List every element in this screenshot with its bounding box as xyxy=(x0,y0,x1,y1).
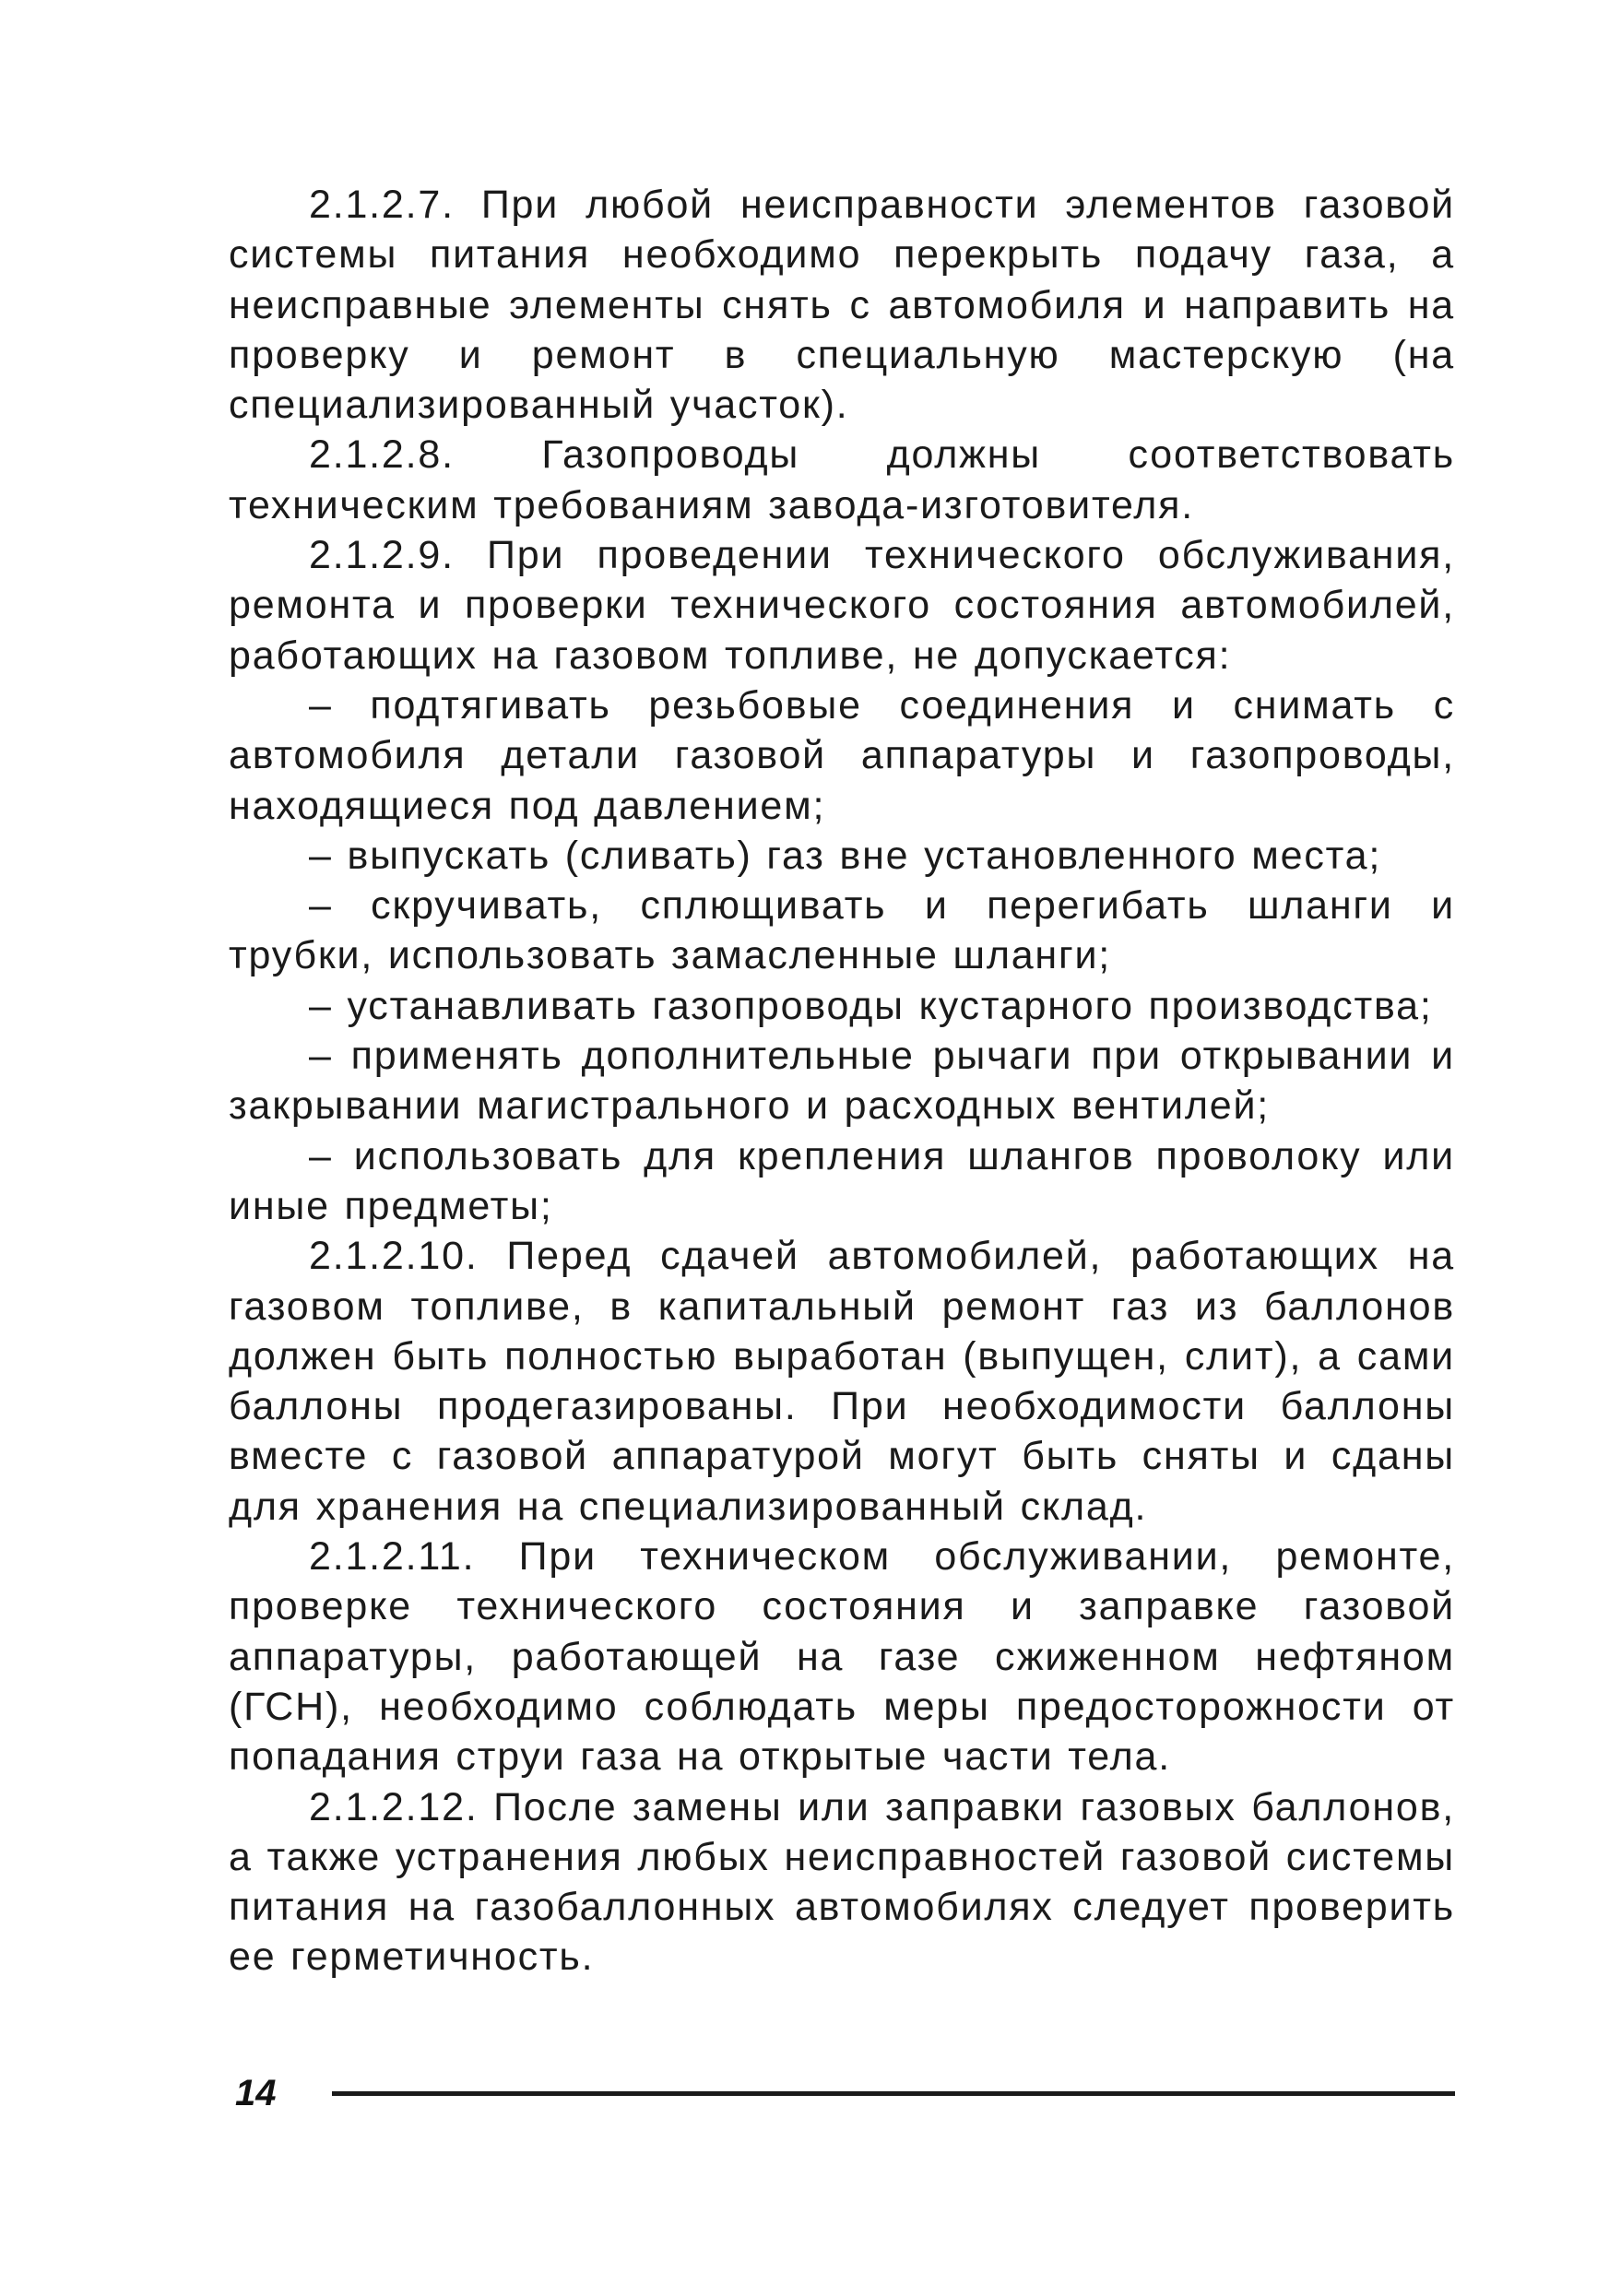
document-body xyxy=(229,180,1455,1982)
clause-2-1-2-8: 2.1.2.8. Газопроводы должны соответствовать техническим требованиям завода-изготовителя. xyxy=(229,432,1455,527)
list-item-prohibition: – устанавливать газопроводы кустарного производства; xyxy=(309,983,1433,1028)
clause-2-1-2-11: 2.1.2.11. При техническом обслуживании, ремонте, проверке технического состояния и заправке газовой аппаратуры, работающей на газе сжиженном нефтяном (ГСН), необходимо соблюдать меры предосторожности от попадания струи газа на открытые части тела. xyxy=(229,1534,1455,1780)
clause-2-1-2-7: 2.1.2.7. При любой неисправности элементов газовой системы питания необходимо перекрыть подачу газа, а неисправные элементы снять с автомобиля и направить на проверку и ремонт в специальную мастерскую (на специализированный участок). xyxy=(229,183,1455,428)
page-footer xyxy=(235,2070,1455,2125)
page-number: 14 xyxy=(235,2073,277,2113)
footer-rule xyxy=(332,2091,1455,2096)
list-item-prohibition: – скручивать, сплющивать и перегибать шланги и трубки, использовать замасленные шланги; xyxy=(229,883,1455,978)
clause-2-1-2-12: 2.1.2.12. После замены или заправки газовых баллонов, а также устранения любых неисправностей газовой системы питания на газобаллонных автомобилях следует проверить ее герметичность. xyxy=(229,1784,1456,1980)
list-item-prohibition: – использовать для крепления шлангов проволоку или иные предметы; xyxy=(229,1133,1455,1228)
list-item-prohibition: – применять дополнительные рычаги при открывании и закрывании магистрального и расходных вентилей; xyxy=(229,1034,1455,1129)
clause-2-1-2-9: 2.1.2.9. При проведении технического обслуживания, ремонта и проверки технического состояния автомобилей, работающих на газовом топливе, не допускается: xyxy=(229,533,1455,678)
list-item-prohibition: – подтягивать резьбовые соединения и снимать с автомобиля детали газовой аппаратуры и газопроводы, находящиеся под давлением; xyxy=(229,682,1455,828)
list-item-prohibition: – выпускать (сливать) газ вне установленного места; xyxy=(309,833,1382,878)
clause-2-1-2-10: 2.1.2.10. Перед сдачей автомобилей, работающих на газовом топливе, в капитальный ремонт газ из баллонов должен быть полностью выработан (выпущен, слит), а сами баллоны продегазированы. При необходимости баллоны вместе с газовой аппаратурой могут быть сняты и сданы для хранения на специализированный склад. xyxy=(229,1234,1455,1529)
